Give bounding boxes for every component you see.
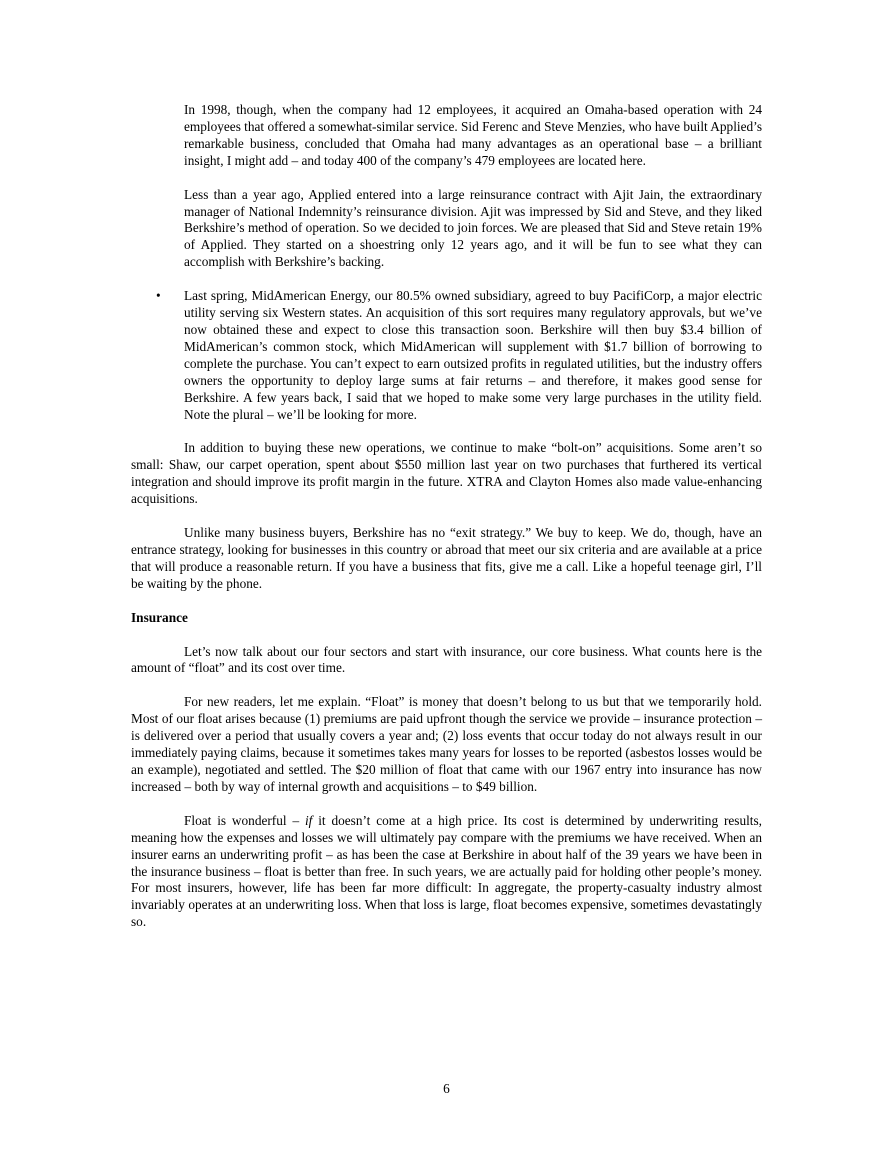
page-number: 6	[443, 1081, 450, 1096]
bullet-icon: •	[156, 288, 161, 304]
paragraph-insurance-intro: Let’s now talk about our four sectors and start with insurance, our core business. What counts here is the amount of “float” and its cost over time.	[131, 643, 762, 676]
paragraph-midamerican: Last spring, MidAmerican Energy, our 80.5% owned subsidiary, agreed to buy PacifiCorp, a major electric utility serving six Western states. An acquisition of this sort requires many regulatory approvals, but we’ve now obtained these and expect to close this transaction soon. Berkshire will then buy $3.4 billion of MidAmerican’s common stock, which MidAmerican will supplement with $1.7 billion of borrowing to complete the purchase. You can’t expect to earn outsized profits in regulated utilities, but the industry offers owners the opportunity to deploy large sums at fair returns – and therefore, it makes good sense for Berkshire. A few years back, I said that we hoped to make some very large purchases in the utility field. Note the plural – we’ll be looking for more.	[184, 288, 762, 422]
paragraph-applied-history: In 1998, though, when the company had 12 employees, it acquired an Omaha-based operation with 24 employees that offered a somewhat-similar service. Sid Ferenc and Steve Menzies, who have built Applied’s remarkable business, concluded that Omaha had many advantages as an operational base – a brilliant insight, I might add – and today 400 of the company’s 479 employees are located here.	[184, 102, 763, 168]
paragraph-float-cost	[131, 813, 762, 931]
bullet-item-midamerican	[156, 288, 762, 423]
float-cost-text-start: Float is wonderful –	[184, 812, 305, 828]
section-heading-insurance: Insurance	[131, 609, 188, 625]
paragraph-applied-reinsurance: Less than a year ago, Applied entered into a large reinsurance contract with Ajit Jain, the extraordinary manager of National Indemnity’s reinsurance division. Ajit was impressed by Sid and Steve, and they liked Berkshire’s method of operation. So we decided to join forces. We are pleased that Sid and Steve retain 19% of Applied. They started on a shoestring only 12 years ago, and it will be fun to see what they can accomplish with Berkshire’s backing.	[184, 186, 762, 270]
document-body	[131, 102, 762, 931]
paragraph-exit-strategy: Unlike many business buyers, Berkshire has no “exit strategy.” We buy to keep. We do, though, have an entrance strategy, looking for businesses in this country or abroad that meet our six criteria and are available at a price that will produce a reasonable return. If you have a business that fits, give me a call. Like a hopeful teenage girl, I’ll be waiting by the phone.	[131, 525, 762, 591]
float-cost-emphasis: if	[304, 812, 313, 828]
paragraph-bolt-on: In addition to buying these new operations, we continue to make “bolt-on” acquisitions. Some aren’t so small: Shaw, our carpet operation, spent about $550 million last year on two purchases that furthered its vertical integration and should improve its profit margin in the future. XTRA and Clayton Homes also made value-enhancing acquisitions.	[131, 440, 762, 507]
paragraph-float-explained: For new readers, let me explain. “Float” is money that doesn’t belong to us but that we temporarily hold. Most of our float arises because (1) premiums are paid upfront though the service we provide – insurance protection – is delivered over a period that usually covers a year and; (2) loss events that occur today do not always result in our immediately paying claims, because it sometimes takes many years for losses to be reported (asbestos losses would be an example), negotiated and settled. The $20 million of float that came with our 1967 entry into insurance has now increased – both by way of internal growth and acquisitions – to $49 billion.	[131, 694, 762, 794]
float-cost-text-rest: it doesn’t come at a high price. Its cost is determined by underwriting results, meaning how the expenses and losses we will ultimately pay compare with the premiums we have received. When an insurer earns an underwriting profit – as has been the case at Berkshire in about half of the 39 years we have been in the insurance business – float is better than free. In such years, we are actually paid for holding other people’s money. For most insurers, however, life has been far more difficult: In aggregate, the property-casualty industry almost invariably operates at an underwriting loss. When that loss is large, float becomes expensive, sometimes devastatingly so.	[131, 812, 762, 930]
